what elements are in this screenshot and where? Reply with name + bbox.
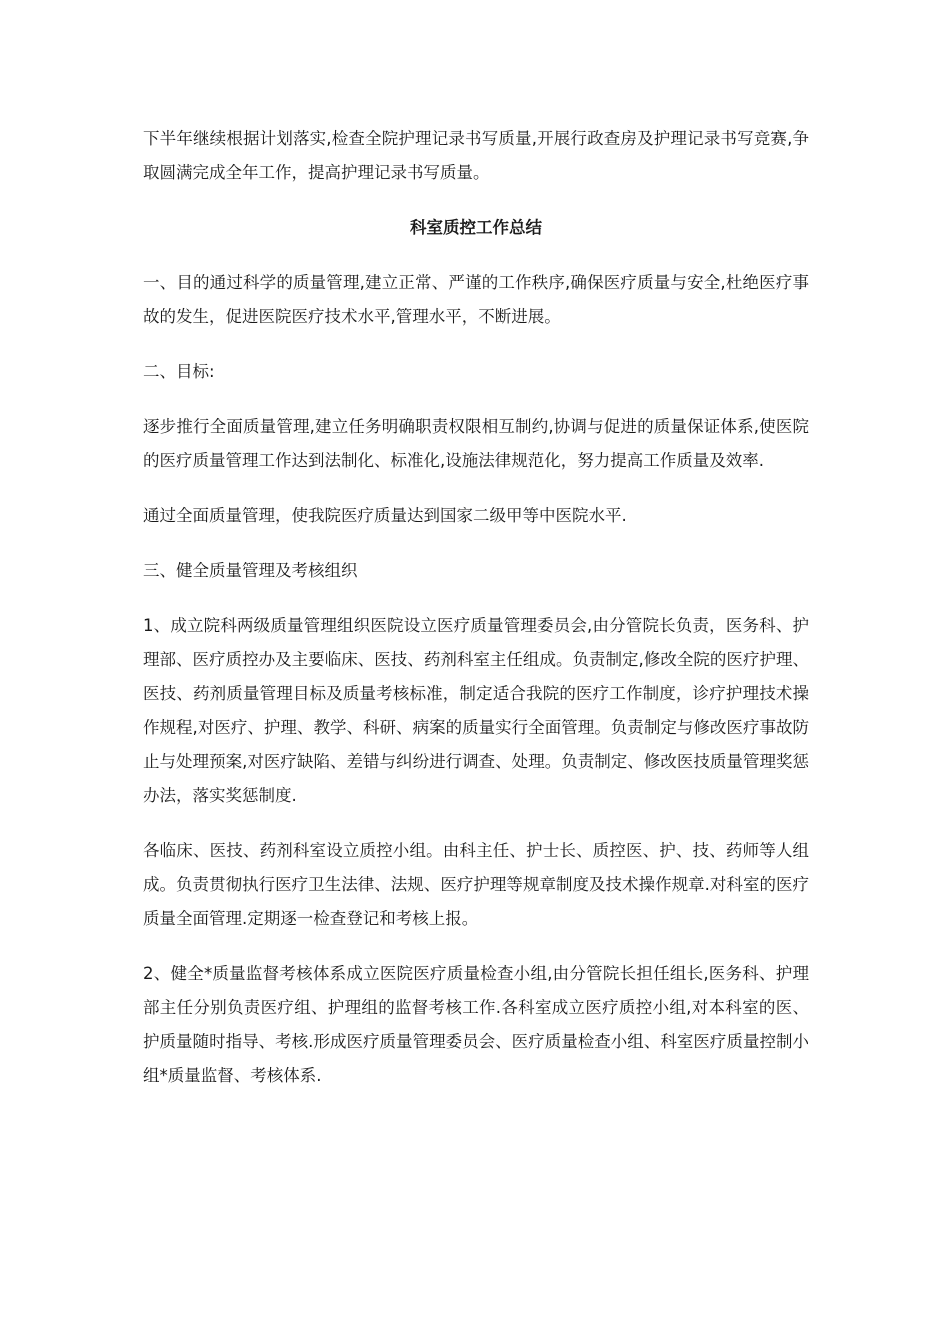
paragraph-organization-2: 2、健全*质量监督考核体系成立医院医疗质量检查小组,由分管院长担任组长,医务科、护理部主任分别负责医疗组、护理组的监督考核工作.各科室成立医疗质控小组,对本科室的医、护质量随时指导、考核.形成医疗质量管理委员会、医疗质量检查小组、科室医疗质量控制小组*质量监督、考核体系. [143, 964, 809, 1085]
paragraph-goals-detail: 逐步推行全面质量管理,建立任务明确职责权限相互制约,协调与促进的质量保证体系,使医院的医疗质量管理工作达到法制化、标准化,设施法律规范化，努力提高工作质量及效率. [143, 417, 809, 470]
paragraph-department-groups: 各临床、医技、药剂科室设立质控小组。由科主任、护士长、质控医、护、技、药师等人组成。负责贯彻执行医疗卫生法律、法规、医疗护理等规章制度及技术操作规章.对科室的医疗质量全面管理.定期逐一检查登记和考核上报。 [143, 841, 809, 928]
heading-goals: 二、目标: [143, 362, 215, 381]
heading-organization: 三、健全质量管理及考核组织 [143, 561, 358, 580]
paragraph-purpose: 一、目的通过科学的质量管理,建立正常、严谨的工作秩序,确保医疗质量与安全,杜绝医疗事故的发生，促进医院医疗技术水平,管理水平，不断进展。 [143, 273, 809, 326]
paragraph-goals-target: 通过全面质量管理，使我院医疗质量达到国家二级甲等中医院水平. [143, 506, 627, 525]
intro-paragraph: 下半年继续根据计划落实,检查全院护理记录书写质量,开展行政查房及护理记录书写竞赛,争取圆满完成全年工作，提高护理记录书写质量。 [143, 129, 809, 182]
document-title: 科室质控工作总结 [410, 218, 542, 237]
document-page [143, 122, 809, 1114]
paragraph-organization-1: 1、成立院科两级质量管理组织医院设立医疗质量管理委员会,由分管院长负责，医务科、护理部、医疗质控办及主要临床、医技、药剂科室主任组成。负责制定,修改全院的医疗护理、医技、药剂质量管理目标及质量考核标准，制定适合我院的医疗工作制度，诊疗护理技术操作规程,对医疗、护理、教学、科研、病案的质量实行全面管理。负责制定与修改医疗事故防止与处理预案,对医疗缺陷、差错与纠纷进行调查、处理。负责制定、修改医技质量管理奖惩办法，落实奖惩制度. [143, 616, 809, 805]
